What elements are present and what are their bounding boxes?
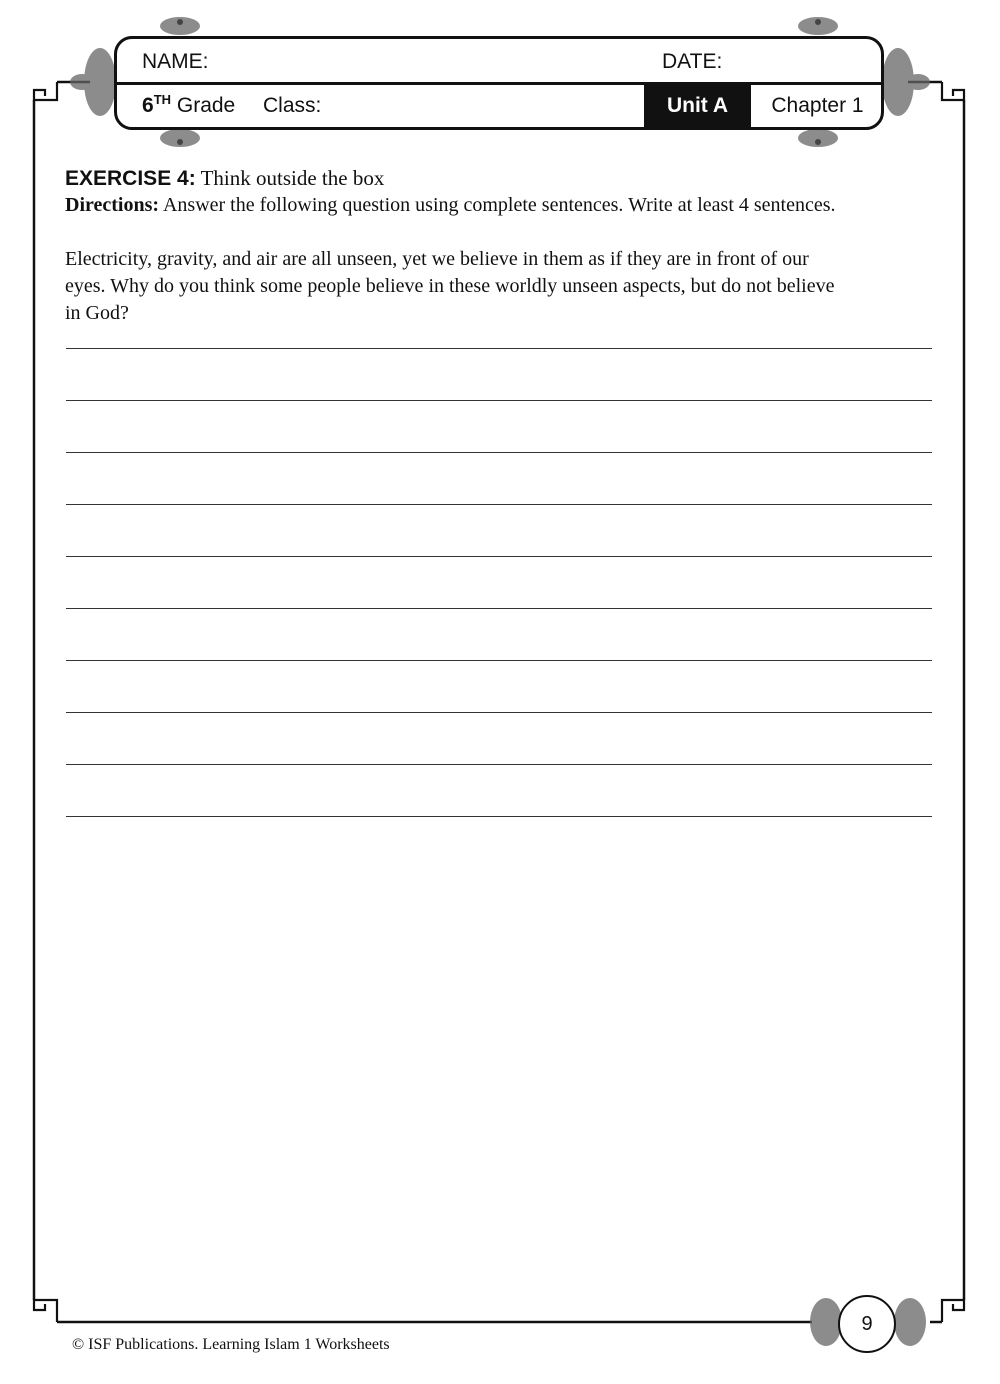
answer-line[interactable] — [66, 764, 932, 765]
unit-label: Unit A — [644, 85, 751, 127]
question-text — [65, 246, 935, 327]
grade-label — [142, 94, 235, 118]
exercise-subtitle: Think outside the box — [200, 166, 385, 190]
grade-number: 6 — [142, 94, 154, 117]
answer-line[interactable] — [66, 504, 932, 505]
answer-line[interactable] — [66, 608, 932, 609]
footer-copyright: © ISF Publications. Learning Islam 1 Worksheets — [72, 1336, 390, 1353]
answer-line[interactable] — [66, 348, 932, 349]
grade-suffix: TH — [153, 92, 172, 107]
header-box — [114, 36, 884, 130]
directions-label: Directions: — [65, 194, 160, 216]
question-line-2: eyes. Why do you think some people believe in these worldly unseen aspects, but do not believe — [65, 275, 835, 297]
answer-line[interactable] — [66, 816, 932, 817]
exercise-title — [65, 166, 384, 191]
header-row-grade-class — [117, 85, 881, 127]
answer-line[interactable] — [66, 660, 932, 661]
header-row-name-date — [117, 39, 881, 85]
name-label: NAME: — [142, 50, 209, 73]
class-label: Class: — [263, 94, 322, 117]
date-label: DATE: — [662, 50, 723, 73]
question-line-3: in God? — [65, 302, 129, 324]
answer-line[interactable] — [66, 712, 932, 713]
question-line-1: Electricity, gravity, and air are all unseen, yet we believe in them as if they are in front of our — [65, 248, 809, 270]
grade-word: Grade — [176, 94, 236, 117]
page-number: 9 — [838, 1295, 896, 1353]
exercise-label: EXERCISE 4: — [65, 167, 196, 190]
directions-text: Answer the following question using complete sentences. Write at least 4 sentences. — [162, 194, 836, 216]
directions — [65, 194, 836, 217]
answer-line[interactable] — [66, 400, 932, 401]
answer-line[interactable] — [66, 452, 932, 453]
answer-line[interactable] — [66, 556, 932, 557]
chapter-label: Chapter 1 — [771, 94, 864, 117]
